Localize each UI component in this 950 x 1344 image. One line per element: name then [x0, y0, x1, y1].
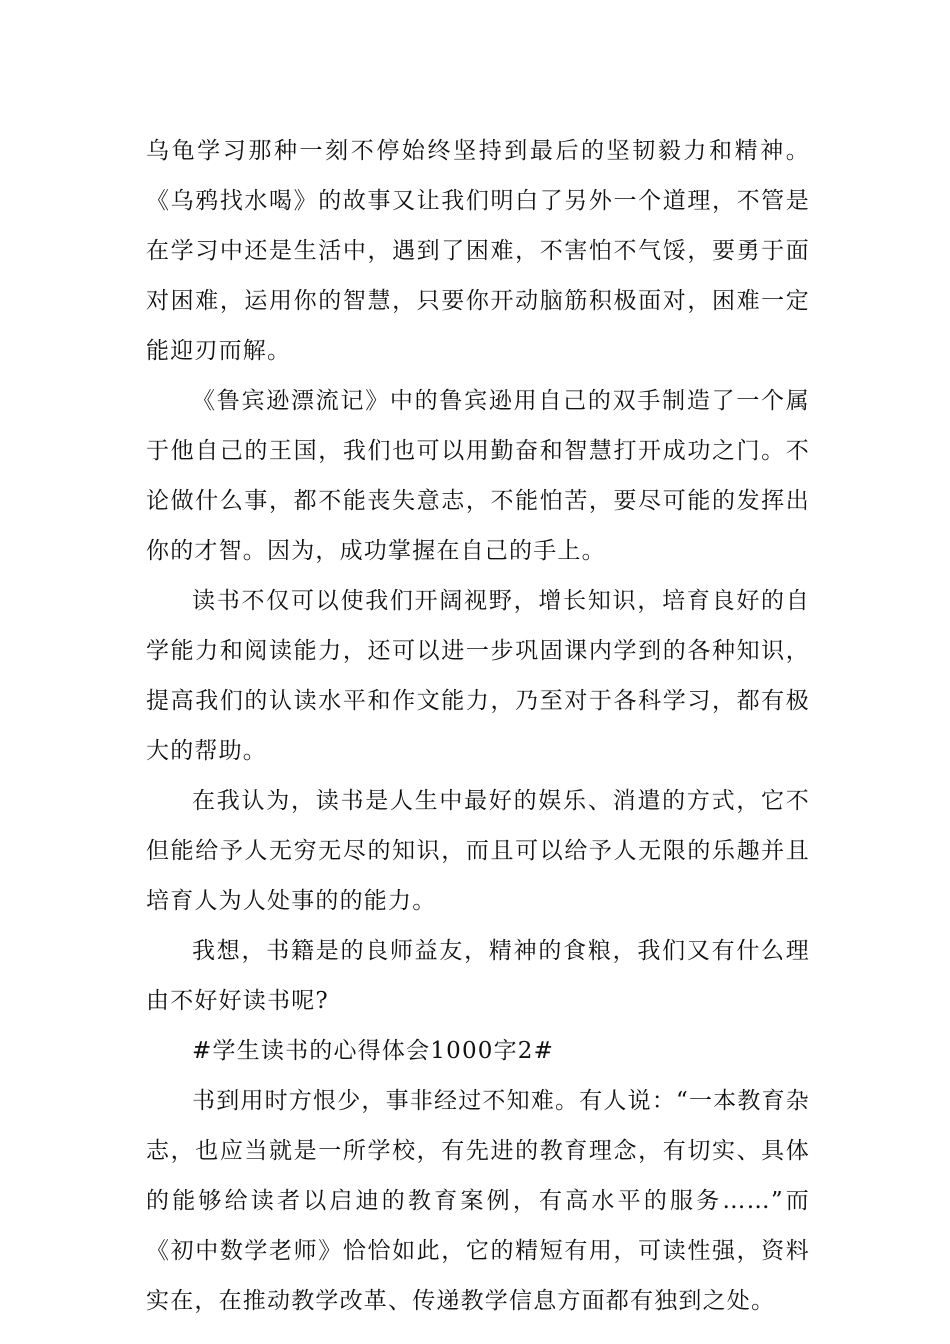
- paragraph-reading-entertainment: 在我认为，读书是人生中最好的娱乐、消遣的方式，它不但能给予人无穷无尽的知识，而且可以给予人无限的乐趣并且培育人为人处事的的能力。: [146, 788, 810, 914]
- document-body: [146, 126, 810, 1326]
- paragraph-books-friends: 我想，书籍是的良师益友，精神的食粮，我们又有什么理由不好好读书呢?: [146, 938, 810, 1014]
- paragraph-continued: 乌龟学习那种一刻不停始终坚持到最后的坚韧毅力和精神。《乌鸦找水喝》的故事又让我们明白了另外一个道理，不管是在学习中还是生活中，遇到了困难，不害怕不气馁，要勇于面对困难，运用你的智慧，只要你开动脑筋积极面对，困难一定能迎刃而解。: [146, 138, 810, 364]
- section-heading: #学生读书的心得体会1000字2#: [192, 1038, 555, 1064]
- paragraph-magazine: 书到用时方恨少，事非经过不知难。有人说：“一本教育杂志，也应当就是一所学校，有先进的教育理念，有切实、具体的能够给读者以启迪的教育案例，有高水平的服务……”而《初中数学老师》恰恰如此，它的精短有用，可读性强，资料实在，在推动教学改革、传递教学信息方面都有独到之处。: [146, 1088, 810, 1314]
- paragraph-reading-benefits: 读书不仅可以使我们开阔视野，增长知识，培育良好的自学能力和阅读能力，还可以进一步巩固课内学到的各种知识，提高我们的认读水平和作文能力，乃至对于各科学习，都有极大的帮助。: [146, 588, 810, 764]
- paragraph-robinson: 《鲁宾逊漂流记》中的鲁宾逊用自己的双手制造了一个属于他自己的王国，我们也可以用勤奋和智慧打开成功之门。不论做什么事，都不能丧失意志，不能怕苦，要尽可能的发挥出你的才智。因为，成功掌握在自己的手上。: [146, 388, 810, 564]
